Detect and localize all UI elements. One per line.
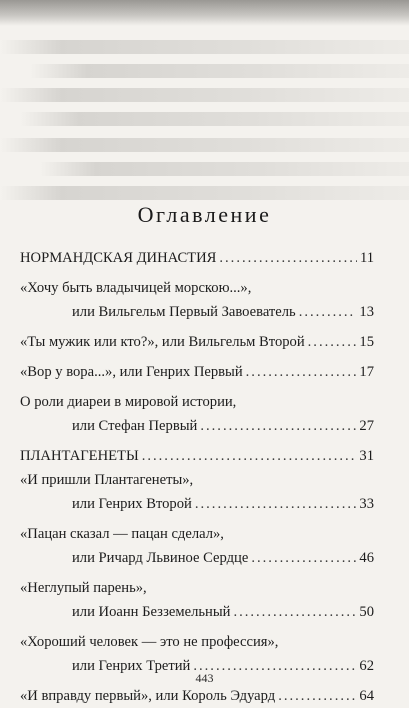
toc-entry-text: НОРМАНДСКАЯ ДИНАСТИЯ (20, 250, 217, 266)
dot-leader (195, 492, 357, 516)
toc-entry-line (20, 684, 374, 708)
toc-entry-line (20, 630, 374, 654)
toc-page-number: 17 (359, 364, 374, 380)
dot-leader (200, 414, 356, 438)
toc-entry (20, 276, 374, 324)
toc-section (20, 246, 374, 270)
toc-entry-line (20, 360, 374, 384)
dot-leader (142, 444, 357, 468)
toc-entry-text: «Ты мужик или кто?», или Вильгельм Второй (20, 334, 305, 350)
toc-entry (20, 360, 374, 384)
toc-entry-text: ПЛАНТАГЕНЕТЫ (20, 448, 139, 464)
toc-entry-line (20, 390, 374, 414)
toc-entry-text: «И пришли Плантагенеты», (20, 472, 194, 488)
toc-entry-line (20, 444, 374, 468)
toc-page-number: 33 (359, 496, 374, 512)
toc-entry-text: «Вор у вора...», или Генрих Первый (20, 364, 243, 380)
toc-entry-text: или Стефан Первый (72, 418, 198, 434)
toc-entry-text: «Хочу быть владычицей морскою...», (20, 280, 252, 296)
toc-entry (20, 390, 374, 438)
toc-entry (20, 684, 374, 708)
toc-entry-line (20, 546, 374, 570)
toc-entry-line (20, 600, 374, 624)
toc-entry-text: или Генрих Третий (72, 658, 191, 674)
toc-entry-line (20, 246, 374, 270)
toc-entry-text: О роли диареи в мировой истории, (20, 394, 237, 410)
toc-entry-line (20, 468, 374, 492)
dot-leader (278, 684, 356, 708)
dot-leader (246, 360, 357, 384)
toc-entry-text: «Пацан сказал — пацан сделал», (20, 526, 224, 542)
dot-leader (308, 330, 357, 354)
toc-page-number: 46 (359, 550, 374, 566)
toc-entry-line (20, 300, 374, 324)
toc-entry-line (20, 414, 374, 438)
dot-leader (251, 546, 356, 570)
toc-page-number: 13 (359, 304, 374, 320)
toc-entry-text: или Ричард Львиное Сердце (72, 550, 249, 566)
toc-page-number: 62 (359, 658, 374, 674)
bleed-through-area (0, 0, 409, 200)
page-title: Оглавление (137, 202, 272, 227)
dot-leader (219, 246, 357, 270)
toc-page-number: 11 (359, 250, 374, 266)
toc-entry (20, 576, 374, 624)
toc-entry (20, 330, 374, 354)
toc-page-number: 64 (359, 688, 374, 704)
toc-entry-text: или Генрих Второй (72, 496, 192, 512)
toc-page-number: 31 (359, 448, 374, 464)
toc-entry-text: «И вправду первый», или Король Эдуард (20, 688, 276, 704)
dot-leader (299, 300, 357, 324)
toc-entry-text: или Иоанн Безземельный (72, 604, 231, 620)
toc-page-number: 27 (359, 418, 374, 434)
toc-entry (20, 522, 374, 570)
toc-entry-line (20, 576, 374, 600)
toc-page-number: 15 (359, 334, 374, 350)
table-of-contents (20, 246, 374, 708)
toc-section (20, 444, 374, 468)
toc-entry-text: «Хороший человек — это не профессия», (20, 634, 279, 650)
toc-entry-text: или Вильгельм Первый Завоеватель (72, 304, 296, 320)
toc-entry-line (20, 492, 374, 516)
toc-page-number: 50 (359, 604, 374, 620)
page-number: 443 (195, 671, 214, 685)
dot-leader (233, 600, 356, 624)
toc-entry-text: «Неглупый парень», (20, 580, 147, 596)
toc-entry-line (20, 522, 374, 546)
toc-entry-line (20, 276, 374, 300)
toc-entry-line (20, 330, 374, 354)
toc-entry (20, 468, 374, 516)
